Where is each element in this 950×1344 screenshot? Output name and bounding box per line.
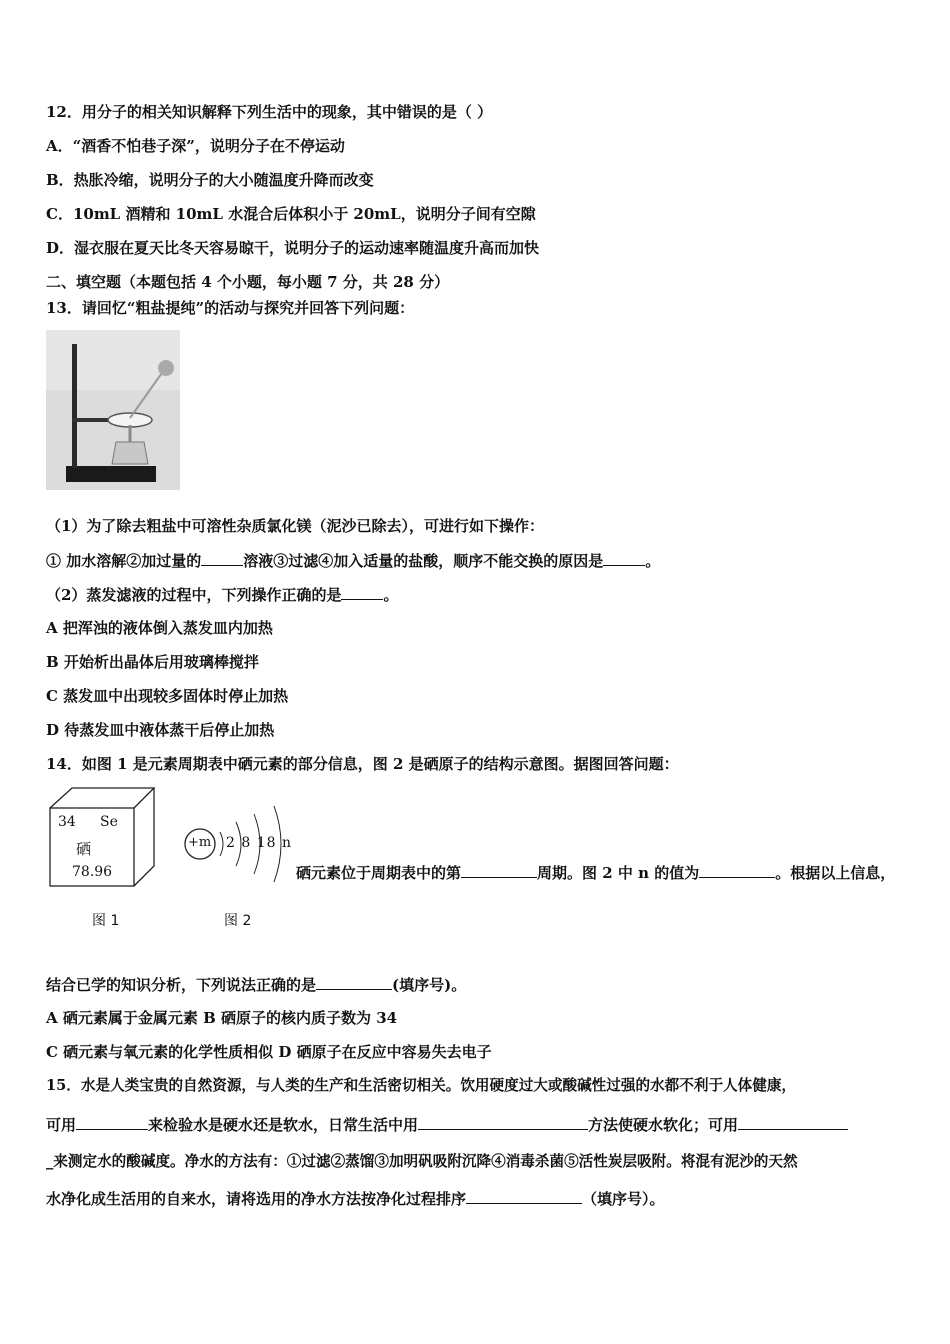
q13-part2 (46, 584, 398, 605)
answer-blank[interactable] (461, 862, 537, 878)
q15-line2-c: 方法使硬水软化；可用 (588, 1116, 739, 1134)
periodic-table-cell-figure (46, 786, 158, 890)
evaporation-apparatus-photo (46, 330, 180, 490)
q15-line4-b: （填序号）。 (582, 1190, 665, 1208)
atomic-structure-diagram (180, 802, 300, 888)
q14-options-cd: C 硒元素与氧元素的化学性质相似 D 硒原子在反应中容易失去电子 (46, 1043, 492, 1061)
q13-stem: 13．请回忆“粗盐提纯”的活动与探究并回答下列问题： (46, 299, 415, 317)
q14-line1-a: 硒元素位于周期表中的第 (296, 864, 462, 882)
q14-line2-b: (填序号)。 (392, 976, 467, 994)
q13-part2-end: 。 (383, 586, 399, 604)
q14-line1-b: 周期。图 2 中 n 的值为 (537, 864, 700, 882)
answer-blank[interactable] (418, 1114, 588, 1130)
answer-blank[interactable] (341, 584, 383, 600)
answer-blank[interactable] (466, 1188, 582, 1204)
answer-blank[interactable] (738, 1114, 848, 1130)
answer-blank[interactable] (699, 862, 775, 878)
electron-shells: 2 8 18 n (226, 835, 292, 851)
q12-stem: 12．用分子的相关知识解释下列生活中的现象，其中错误的是（ ） (46, 103, 493, 121)
q12-option-a: A．“酒香不怕巷子深”，说明分子在不停运动 (46, 137, 345, 155)
section-heading: 二、填空题（本题包括 4 个小题，每小题 7 分，共 28 分） (46, 273, 450, 291)
q13-steps-text-b: 溶液③过滤④加入适量的盐酸，顺序不能交换的原因是 (243, 552, 604, 570)
q15-line1: 15．水是人类宝贵的自然资源，与人类的生产和生活密切相关。饮用硬度过大或酸碱性过强的水都不利于人体健康， (46, 1077, 797, 1094)
element-name: 硒 (76, 840, 92, 858)
q14-line2 (46, 974, 466, 995)
q12-option-d: D．湿衣服在夏天比冬天容易晾干，说明分子的运动速率随温度升高而加快 (46, 239, 540, 257)
q15-line2-b: 来检验水是硬水还是软水，日常生活中用 (148, 1116, 419, 1134)
q14-line1-c: 。根据以上信息， (775, 864, 896, 882)
q13-part1: （1）为了除去粗盐中可溶性杂质氯化镁（泥沙已除去），可进行如下操作： (46, 517, 544, 535)
q13-steps-end: 。 (645, 552, 661, 570)
q14-line1 (296, 862, 895, 883)
q15-line4-a: 水净化成生活用的自来水，请将选用的净水方法按净化过程排序 (46, 1190, 467, 1208)
q14-options-ab: A 硒元素属于金属元素 B 硒原子的核内质子数为 34 (46, 1009, 398, 1027)
answer-blank[interactable] (76, 1114, 148, 1130)
q13-option-c: C 蒸发皿中出现较多固体时停止加热 (46, 687, 289, 705)
nucleus-charge: +m (188, 835, 212, 850)
element-symbol: Se (100, 814, 118, 830)
figure1-caption: 图 1 (92, 913, 120, 929)
q14-stem: 14．如图 1 是元素周期表中硒元素的部分信息，图 2 是硒原子的结构示意图。据图回答问题： (46, 755, 679, 773)
atomic-mass: 78.96 (72, 864, 113, 880)
atomic-number: 34 (58, 814, 76, 830)
q15-line3: _来测定水的酸碱度。净水的方法有：①过滤②蒸馏③加明矾吸附沉降④消毒杀菌⑤活性炭层吸附。将混有泥沙的天然 (46, 1153, 798, 1170)
q13-steps (46, 550, 660, 571)
q12-option-b: B．热胀冷缩，说明分子的大小随温度升降而改变 (46, 171, 374, 189)
answer-blank[interactable] (603, 550, 645, 566)
figure2-caption: 图 2 (224, 913, 252, 929)
q15-line2 (46, 1114, 848, 1135)
q13-steps-text-a: ① 加水溶解②加过量的 (46, 552, 202, 570)
q13-part2-text: （2）蒸发滤液的过程中，下列操作正确的是 (46, 586, 342, 604)
q13-option-a: A 把浑浊的液体倒入蒸发皿内加热 (46, 619, 273, 637)
q13-option-d: D 待蒸发皿中液体蒸干后停止加热 (46, 721, 275, 739)
q14-line2-a: 结合已学的知识分析，下列说法正确的是 (46, 976, 317, 994)
answer-blank[interactable] (201, 550, 243, 566)
q15-line4 (46, 1188, 665, 1209)
q15-line2-a: 可用 (46, 1116, 77, 1134)
q13-option-b: B 开始析出晶体后用玻璃棒搅拌 (46, 653, 259, 671)
answer-blank[interactable] (316, 974, 392, 990)
q12-option-c: C．10mL 酒精和 10mL 水混合后体积小于 20mL，说明分子间有空隙 (46, 205, 536, 223)
